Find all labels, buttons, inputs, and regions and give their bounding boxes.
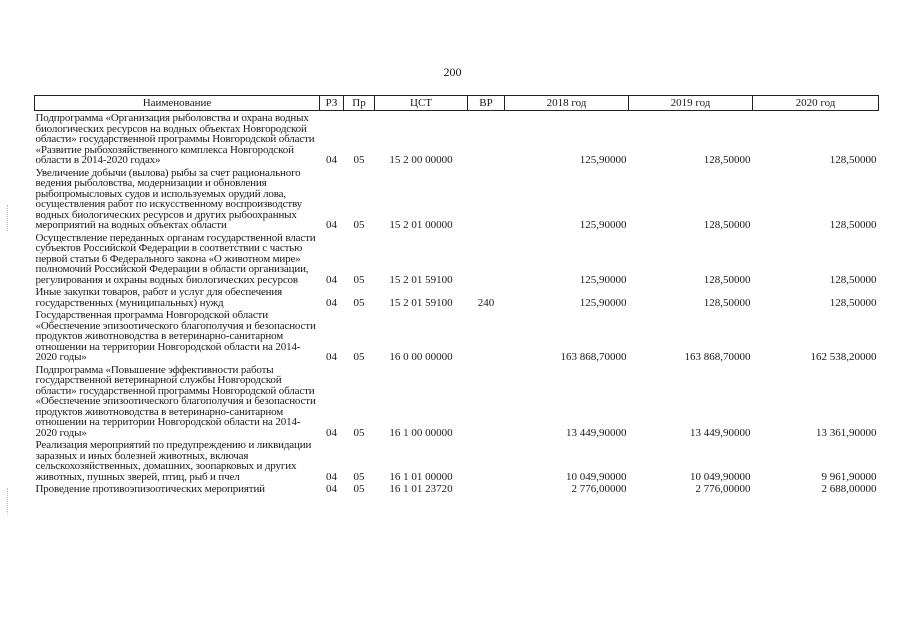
row-rz: 04: [326, 483, 337, 495]
row-vr: [468, 363, 505, 439]
row-amount-2020: 128,50000: [829, 154, 877, 166]
row-vr: [468, 231, 505, 286]
row-amount-2018: 10 049,90000: [566, 470, 627, 483]
row-pr: 05: [353, 219, 365, 231]
column-header-2019: 2019 год: [629, 96, 753, 111]
margin-mark: [7, 488, 10, 514]
row-pr: 05: [353, 273, 365, 286]
row-pr: 05: [353, 483, 365, 495]
row-amount-2020: 2 688,00000: [821, 483, 877, 495]
table-row: [35, 482, 879, 495]
row-amount-2019: 163 868,70000: [684, 351, 751, 363]
column-header-2020: 2020 год: [753, 96, 879, 111]
row-amount-2018: 125,90000: [579, 296, 627, 309]
row-amount-2020: 13 361,90000: [816, 426, 877, 439]
header-row: [35, 96, 879, 111]
row-vr: 240: [477, 296, 495, 309]
row-name: Осуществление переданных органам государственной власти субъектов Российской Федерации в соответствии с частью первой статьи 6 Федерального закона «О животном мире» полномочий Российской Федерации в области организации, регулирования и охраны водных биологических ресурсов: [35, 231, 316, 286]
table-row: [35, 363, 879, 439]
row-rz: 04: [326, 351, 337, 363]
row-vr: [468, 308, 505, 363]
row-pr: 05: [353, 296, 365, 309]
row-amount-2019: 10 049,90000: [690, 470, 751, 483]
row-pr: 05: [353, 470, 365, 483]
row-vr: [468, 111, 505, 166]
row-cst: 15 2 01 59100: [389, 273, 453, 286]
row-name: Иные закупки товаров, работ и услуг для обеспечения государственных (муниципальных) нужд: [35, 286, 283, 309]
row-amount-2020: 128,50000: [829, 273, 877, 286]
column-header-cst: ЦСТ: [375, 96, 468, 111]
row-rz: 04: [326, 296, 337, 309]
row-pr: 05: [353, 351, 365, 363]
row-name: Проведение противоэпизоотических мероприятий: [35, 483, 265, 495]
row-amount-2018: 163 868,70000: [560, 351, 627, 363]
row-name: Увеличение добычи (вылова) рыбы за счет рационального ведения рыболовства, модернизации и обновления рыбопромысловых судов и используемых орудий лова, осуществления работ по искусственному воспроизводству водных биологических ресурсов и других рыбоохранных мероприятий на водных объектах области: [35, 166, 303, 231]
row-amount-2018: 2 776,00000: [571, 483, 627, 495]
column-header-vr: ВР: [468, 96, 505, 111]
row-cst: 16 1 00 00000: [389, 426, 453, 439]
column-header-rz: РЗ: [320, 96, 344, 111]
row-amount-2020: 128,50000: [829, 219, 877, 231]
margin-mark: [7, 205, 10, 231]
row-amount-2020: 162 538,20000: [810, 351, 877, 363]
row-name: Подпрограмма «Организация рыболовства и охрана водных биологических ресурсов на водных объектах Новгородской области» государственной программы Новгородской области «Развитие рыбохозяйственного комплекса Новгородской области в 2014-2020 годах»: [35, 112, 315, 166]
row-cst: 16 0 00 00000: [389, 351, 453, 363]
table-row: [35, 111, 879, 166]
row-cst: 15 2 00 00000: [389, 154, 453, 166]
row-amount-2019: 128,50000: [703, 296, 751, 309]
table-row: [35, 285, 879, 308]
column-header-pr: Пр: [344, 96, 375, 111]
row-name: Государственная программа Новгородской области «Обеспечение эпизоотического благополучия и безопасности продуктов животноводства в ветеринарно-санитарном отношении на территории Новгородской области на 2014-2020 годы»: [35, 309, 316, 363]
row-amount-2018: 125,90000: [579, 273, 627, 286]
row-cst: 16 1 01 23720: [389, 483, 453, 495]
row-amount-2018: 125,90000: [579, 219, 627, 231]
row-name: Реализация мероприятий по предупреждению и ликвидации заразных и иных болезней животных, включая сельскохозяйственных, домашних, зоопарковых и других животных, пушных зверей, птиц, рыб и пчел: [35, 439, 312, 483]
row-vr: [468, 482, 505, 495]
row-cst: 15 2 01 59100: [389, 296, 453, 309]
row-amount-2018: 125,90000: [579, 154, 627, 166]
row-amount-2020: 128,50000: [829, 296, 877, 309]
row-vr: [468, 166, 505, 231]
row-rz: 04: [326, 426, 337, 439]
row-pr: 05: [353, 426, 365, 439]
row-amount-2020: 9 961,90000: [821, 470, 877, 483]
row-name: Подпрограмма «Повышение эффективности работы государственной ветеринарной службы Новгородской области» государственной программы Новгородской области «Обеспечение эпизоотического благополучия и безопасности продуктов животноводства в ветеринарно-санитарном отношении на территории Новгородской области на 2014-2020 годы»: [35, 363, 316, 439]
table-row: [35, 438, 879, 482]
table-row: [35, 231, 879, 286]
row-amount-2019: 128,50000: [703, 273, 751, 286]
column-header-2018: 2018 год: [505, 96, 629, 111]
row-cst: 15 2 01 00000: [389, 219, 453, 231]
table-row: [35, 166, 879, 231]
column-header-name: Наименование: [35, 96, 320, 111]
row-rz: 04: [326, 219, 337, 231]
row-rz: 04: [326, 273, 337, 286]
row-amount-2019: 2 776,00000: [695, 483, 751, 495]
table-row: [35, 308, 879, 363]
row-amount-2019: 13 449,90000: [690, 426, 751, 439]
row-cst: 16 1 01 00000: [389, 470, 453, 483]
row-amount-2019: 128,50000: [703, 154, 751, 166]
budget-table: [34, 95, 879, 495]
row-pr: 05: [353, 154, 365, 166]
row-rz: 04: [326, 470, 337, 483]
row-amount-2018: 13 449,90000: [566, 426, 627, 439]
row-rz: 04: [326, 154, 337, 166]
row-amount-2019: 128,50000: [703, 219, 751, 231]
page-number: 200: [443, 65, 462, 79]
row-vr: [468, 438, 505, 482]
